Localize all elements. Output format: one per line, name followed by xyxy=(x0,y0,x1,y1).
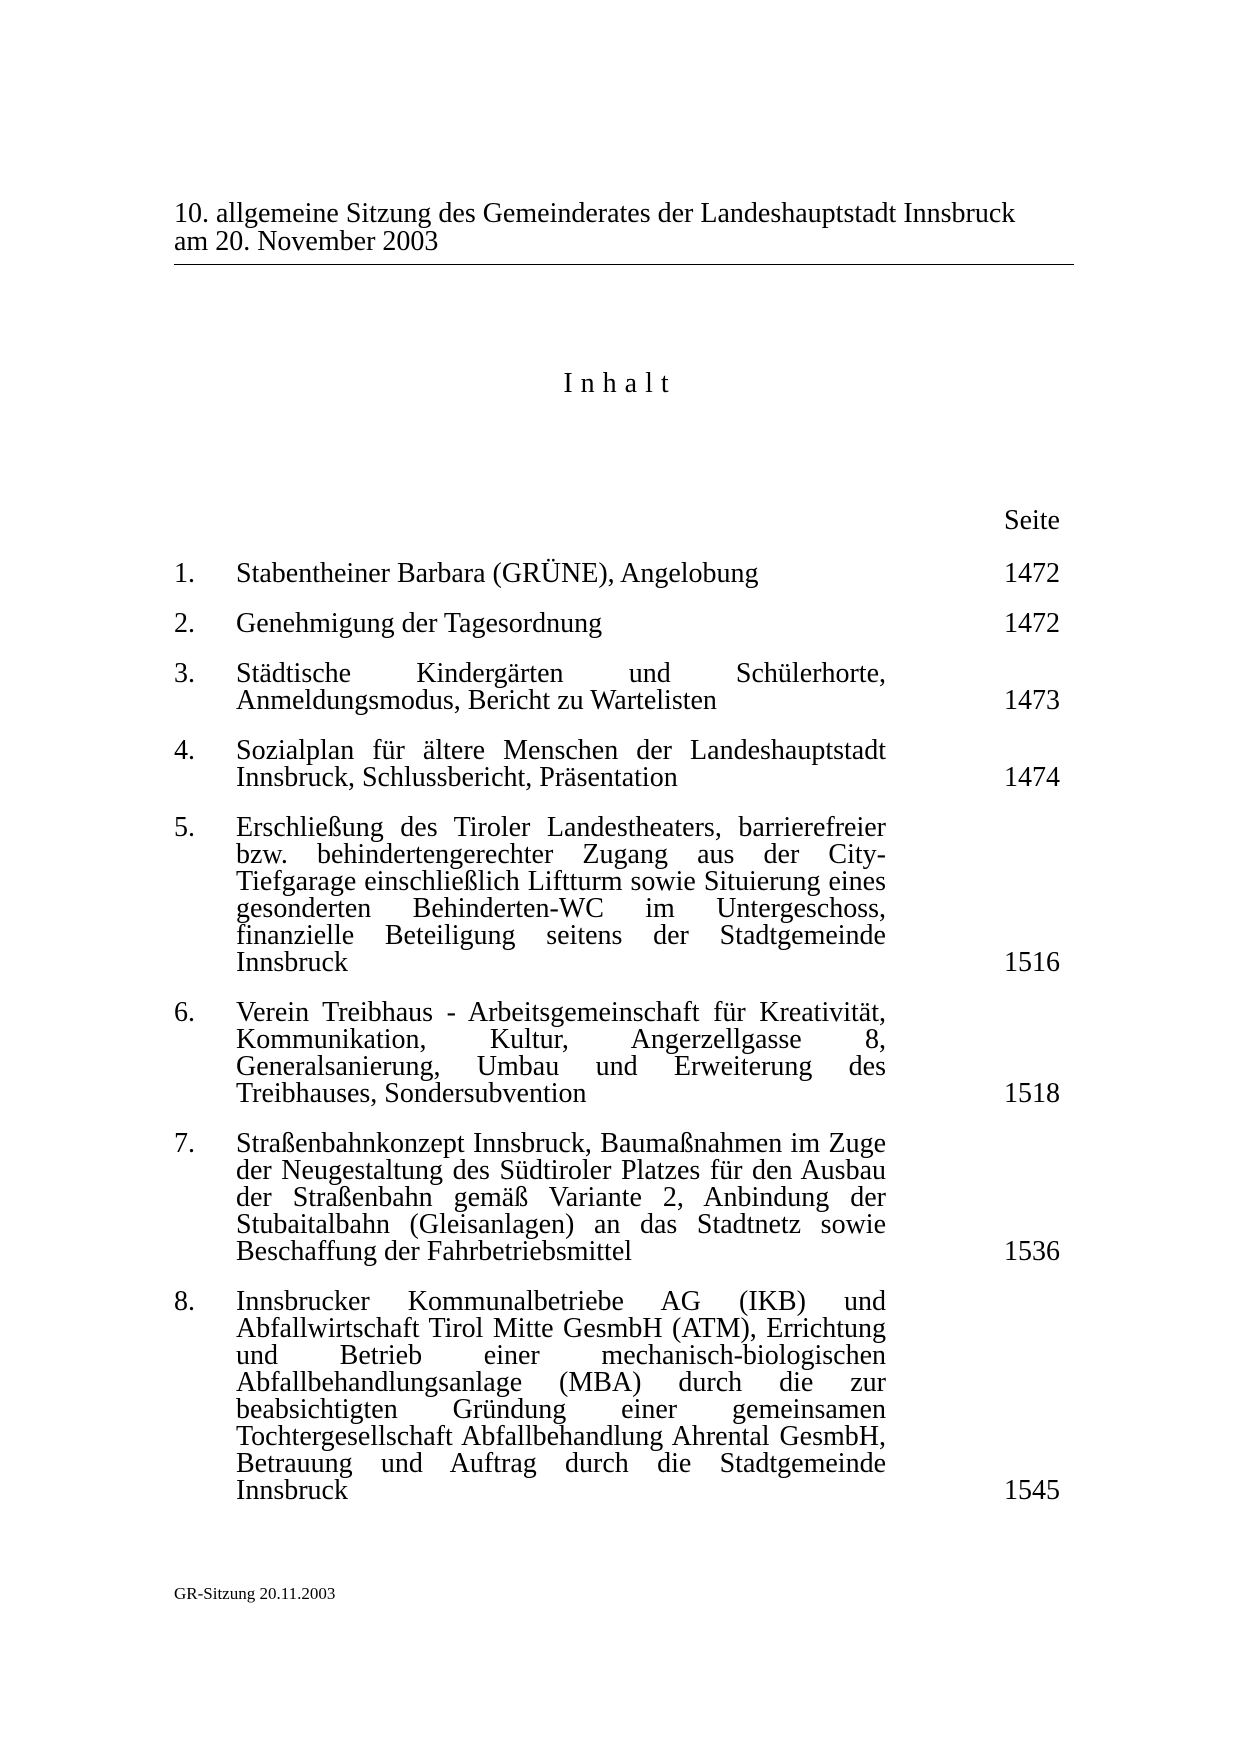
toc-item-page: 1545 xyxy=(1004,1475,1060,1506)
toc-item-2[interactable] xyxy=(174,610,1060,637)
toc-item-4[interactable] xyxy=(174,737,1060,791)
toc-item-page: 1474 xyxy=(1004,762,1060,793)
toc-item-page: 1536 xyxy=(1004,1236,1060,1267)
toc-item-6[interactable] xyxy=(174,999,1060,1107)
toc-item-page: 1516 xyxy=(1004,947,1060,978)
toc-item-page: 1472 xyxy=(1004,558,1060,589)
seite-label: Seite xyxy=(1004,505,1060,536)
header-line-1: 10. allgemeine Sitzung des Gemeinderates der Landeshauptstadt Innsbruck xyxy=(174,198,1016,229)
toc-item-page: 1472 xyxy=(1004,608,1060,639)
toc-item-number: 1. xyxy=(174,558,195,589)
toc-item-number: 8. xyxy=(174,1286,195,1317)
header-line-2: am 20. November 2003 xyxy=(174,226,439,257)
toc-item-number: 2. xyxy=(174,608,195,639)
toc-item-page: 1518 xyxy=(1004,1078,1060,1109)
toc-item-page: 1473 xyxy=(1004,685,1060,716)
toc-item-number: 4. xyxy=(174,735,195,766)
toc-item-number: 5. xyxy=(174,812,195,843)
header-divider xyxy=(174,264,1074,265)
document-header xyxy=(174,200,1074,256)
toc-item-text: Sozialplan für ältere Menschen der Landeshauptstadt Innsbruck, Schlussbericht, Präsentation xyxy=(236,735,886,793)
toc-item-text: Erschließung des Tiroler Landestheaters, barrierefreier bzw. behindertengerechter Zugang aus der City-Tiefgarage einschließlich Liftturm sowie Situierung eines gesonderten Behinderten-WC im Untergeschoss, finanzielle Beteiligung seitens der Stadtgemeinde Innsbruck xyxy=(236,812,886,978)
toc-item-5[interactable] xyxy=(174,814,1060,976)
toc-item-text: Genehmigung der Tagesordnung xyxy=(236,608,603,639)
toc-item-text: Straßenbahnkonzept Innsbruck, Baumaßnahmen im Zuge der Neugestaltung des Südtiroler Platzes für den Ausbau der Straßenbahn gemäß Variante 2, Anbindung der Stubaitalbahn (Gleisanlagen) an das Stadtnetz sowie Beschaffung der Fahrbetriebsmittel xyxy=(236,1128,886,1267)
table-of-contents xyxy=(174,560,1060,1527)
toc-item-number: 7. xyxy=(174,1128,195,1159)
toc-item-7[interactable] xyxy=(174,1130,1060,1265)
toc-item-number: 3. xyxy=(174,658,195,689)
toc-item-text: Innsbrucker Kommunalbetriebe AG (IKB) und Abfallwirtschaft Tirol Mitte GesmbH (ATM), Errichtung und Betrieb einer mechanisch-biologischen Abfallbehandlungsanlage (MBA) durch die zur beabsichtigten Gründung einer gemeinsamen Tochtergesellschaft Abfallbehandlung Ahrental GesmbH, Betrauung und Auftrag durch die Stadtgemeinde Innsbruck xyxy=(236,1286,886,1506)
page-title: Inhalt xyxy=(563,368,677,399)
toc-item-text: Stabentheiner Barbara (GRÜNE), Angelobung xyxy=(236,558,759,589)
toc-item-number: 6. xyxy=(174,997,195,1028)
toc-item-text: Städtische Kindergärten und Schülerhorte, Anmeldungsmodus, Bericht zu Wartelisten xyxy=(236,658,886,716)
page-footer: GR-Sitzung 20.11.2003 xyxy=(174,1584,336,1603)
toc-item-8[interactable] xyxy=(174,1288,1060,1504)
toc-item-1[interactable] xyxy=(174,560,1060,587)
toc-item-3[interactable] xyxy=(174,660,1060,714)
toc-item-text: Verein Treibhaus - Arbeitsgemeinschaft für Kreativität, Kommunikation, Kultur, Angerzellgasse 8, Generalsanierung, Umbau und Erweiterung des Treibhauses, Sondersubvention xyxy=(236,997,886,1109)
